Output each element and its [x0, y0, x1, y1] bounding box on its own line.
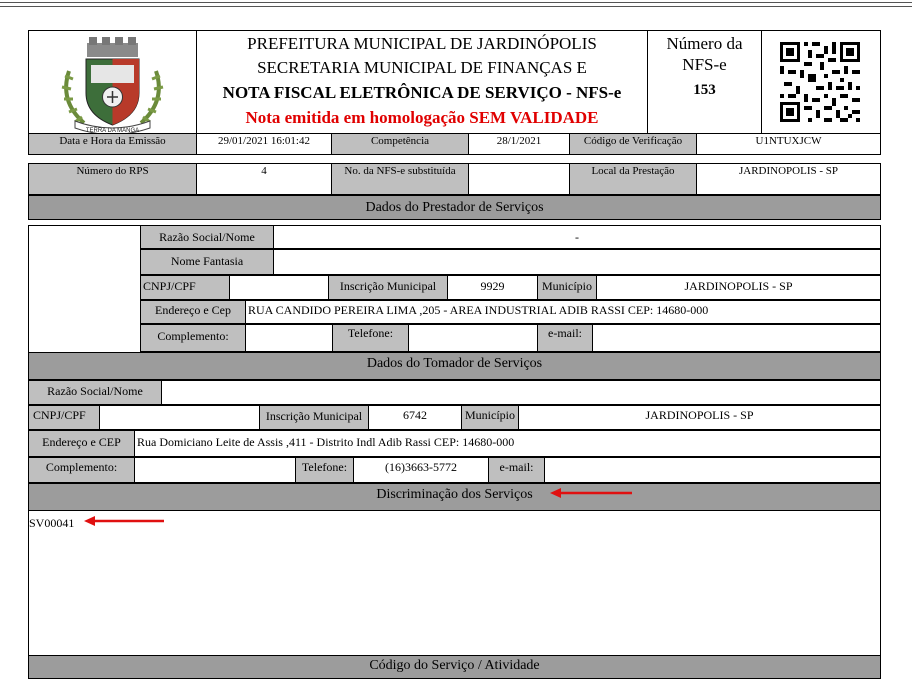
- verification-code-label: Código de Verificação: [569, 133, 697, 155]
- logo-cell: [28, 30, 197, 134]
- customer-municipal-registration-label: Inscrição Municipal: [259, 405, 369, 430]
- nfse-number-label-2: NFS-e: [682, 55, 727, 74]
- customer-address-value: Rua Domiciano Leite de Assis ,411 - Distrito Indl Adib Rassi CEP: 14680-000: [134, 430, 881, 457]
- nfse-number-value: 153: [693, 82, 716, 98]
- customer-complement-label: Complemento:: [28, 457, 135, 483]
- provider-address-value: RUA CANDIDO PEREIRA LIMA ,205 - AREA INDUSTRIAL ADIB RASSI CEP: 14680-000: [245, 300, 881, 324]
- provider-phone-label: Telefone:: [332, 324, 409, 352]
- verification-code-value: U1NTUXJCW: [696, 133, 881, 155]
- customer-city-value: JARDINOPOLIS - SP: [518, 405, 881, 430]
- services-description-box: [28, 510, 881, 656]
- customer-cnpj-value: [99, 405, 260, 430]
- customer-municipal-registration-value: 6742: [368, 405, 462, 430]
- customer-name-value: [161, 380, 881, 405]
- provider-phone-value: [408, 324, 538, 352]
- provider-email-label: e-mail:: [537, 324, 593, 352]
- nfse-number-cell: [647, 30, 762, 134]
- provider-city-value: JARDINOPOLIS - SP: [596, 275, 881, 300]
- provider-photo-cell: [28, 225, 141, 353]
- provider-city-label: Município: [537, 275, 597, 300]
- customer-phone-label: Telefone:: [295, 457, 354, 483]
- top-border: [0, 2, 912, 7]
- header-line3: NOTA FISCAL ELETRÔNICA DE SERVIÇO - NFS-e: [222, 83, 622, 102]
- provider-cnpj-label: CNPJ/CPF: [140, 275, 230, 300]
- rps-number-label: Número do RPS: [28, 163, 197, 195]
- replaced-nfse-label: No. da NFS-e substituída: [331, 163, 469, 195]
- competence-label: Competência: [331, 133, 469, 155]
- provider-municipal-registration-value: 9929: [447, 275, 538, 300]
- competence-value: 28/1/2021: [468, 133, 570, 155]
- customer-email-label: e-mail:: [488, 457, 545, 483]
- customer-section-title: Dados do Tomador de Serviços: [28, 352, 881, 380]
- provider-section-title: Dados do Prestador de Serviços: [28, 195, 881, 220]
- issue-date-value: 29/01/2021 16:01:42: [196, 133, 332, 155]
- provider-email-value: [592, 324, 881, 352]
- issue-date-label: Data e Hora da Emissão: [28, 133, 197, 155]
- header-title-cell: [196, 30, 648, 134]
- customer-city-label: Município: [461, 405, 519, 430]
- coat-of-arms-logo: [29, 31, 196, 133]
- provider-name-value: -: [273, 225, 881, 249]
- service-location-value: JARDINOPOLIS - SP: [696, 163, 881, 195]
- provider-trade-name-value: [273, 249, 881, 275]
- replaced-nfse-value: [468, 163, 570, 195]
- provider-name-label: Razão Social/Nome: [140, 225, 274, 249]
- qr-code-cell: [761, 30, 881, 134]
- nfse-number-label-1: Número da: [666, 34, 743, 53]
- provider-complement-label: Complemento:: [140, 324, 246, 352]
- provider-cnpj-value: [229, 275, 329, 300]
- customer-cnpj-label: CNPJ/CPF: [28, 405, 100, 430]
- provider-address-label: Endereço e Cep: [140, 300, 246, 324]
- services-description-text: SV00041: [29, 516, 75, 530]
- header-line2: SECRETARIA MUNICIPAL DE FINANÇAS E: [257, 58, 587, 77]
- logo-caption: TERRA DA MANGA: [85, 128, 140, 133]
- service-code-section-title: Código do Serviço / Atividade: [28, 655, 881, 679]
- customer-phone-value: (16)3663-5772: [353, 457, 489, 483]
- red-arrow-services-title: [548, 486, 634, 500]
- rps-number-value: 4: [196, 163, 332, 195]
- qr-code-icon: [762, 31, 880, 133]
- services-section-title: Discriminação dos Serviços: [28, 483, 881, 511]
- customer-name-label: Razão Social/Nome: [28, 380, 162, 405]
- provider-complement-value: [245, 324, 333, 352]
- red-arrow-service-code: [82, 514, 166, 528]
- customer-complement-value: [134, 457, 296, 483]
- provider-trade-name-label: Nome Fantasia: [140, 249, 274, 275]
- header-line1: PREFEITURA MUNICIPAL DE JARDINÓPOLIS: [247, 34, 597, 53]
- homologation-warning: Nota emitida em homologação SEM VALIDADE: [245, 108, 599, 127]
- service-location-label: Local da Prestação: [569, 163, 697, 195]
- provider-municipal-registration-label: Inscrição Municipal: [328, 275, 448, 300]
- customer-address-label: Endereço e CEP: [28, 430, 135, 457]
- customer-email-value: [544, 457, 881, 483]
